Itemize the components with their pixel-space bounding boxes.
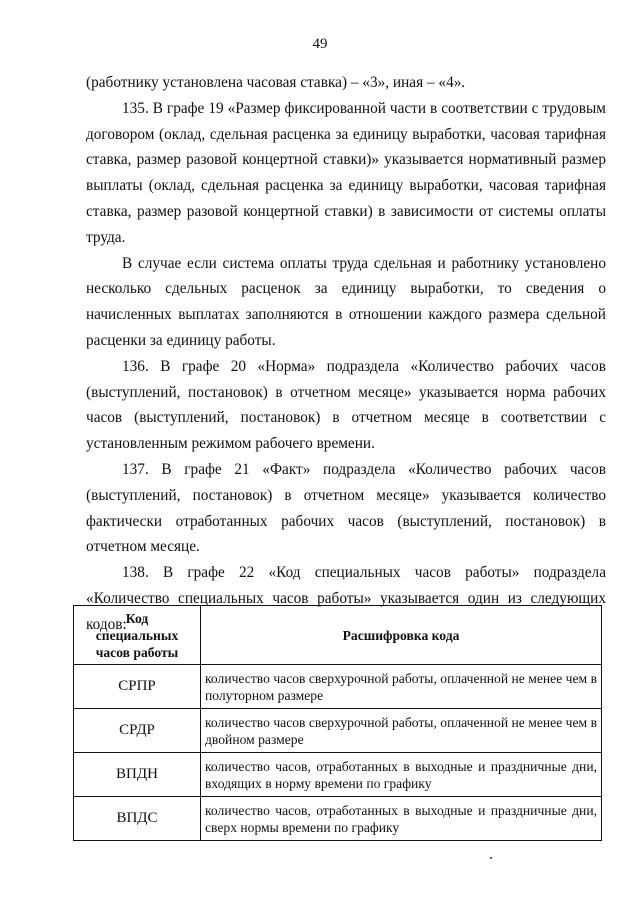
description-cell: количество часов сверхурочной работы, оплаченной не менее чем в полуторном размере	[201, 665, 602, 709]
description-cell: количество часов, отработанных в выходные и праздничные дни, сверх нормы времени по графику	[201, 797, 602, 841]
header-code-line: часов работы	[95, 644, 179, 660]
header-code	[74, 606, 201, 665]
paragraph-136: 136. В графе 20 «Норма» подраздела «Количество рабочих часов (выступлений, постановок) в отчетном месяце» указывается норма рабочих часов (выступлений, постановок) в отчетном месяце в соответствии с установленным режимом рабочего времени.	[86, 357, 606, 453]
table-row	[74, 797, 602, 841]
code-cell: ВПДН	[74, 753, 201, 797]
header-description: Расшифровка кода	[201, 606, 602, 665]
codes-table	[73, 605, 602, 841]
code-cell: СРДР	[74, 709, 201, 753]
paragraph-137: 137. В графе 21 «Факт» подраздела «Количество рабочих часов (выступлений, постановок) в отчетном месяце» указывается количество фактически отработанных рабочих часов (выступлений, постановок) в отчетном месяце.	[86, 460, 606, 556]
table-row	[74, 753, 602, 797]
description-cell: количество часов, отработанных в выходные и праздничные дни, входящих в норму времени по графику	[201, 753, 602, 797]
body-text	[86, 70, 606, 638]
table-row	[74, 665, 602, 709]
header-code-line: специальных	[95, 627, 179, 643]
paragraph-piecework: В случае если система оплаты труда сдельная и работнику установлено несколько сдельных расценок за единицу выработки, то сведения о начисленных выплатах заполняются в отношении каждого размера сдельной расценки за единицу работы.	[86, 254, 606, 349]
paragraph-135: 135. В графе 19 «Размер фиксированной части в соответствии с трудовым договором (оклад, сдельная расценка за единицу выработки, часовая тарифная ставка, размер разовой концертной ставки)» указывается нормативный размер выплаты (оклад, сдельная расценка за единицу выработки, часовая тарифная ставка, размер разовой концертной ставки) в зависимости от системы оплаты труда.	[86, 99, 606, 246]
code-cell: СРПР	[74, 665, 201, 709]
table-row	[74, 709, 602, 753]
paragraph-138: 138. В графе 22 «Код специальных часов работы» подраздела «Количество специальных часов работы» указывается один из следующих кодов:	[86, 564, 606, 633]
description-cell: количество часов сверхурочной работы, оплаченной не менее чем в двойном размере	[201, 709, 602, 753]
header-code-line: Код	[125, 610, 149, 626]
table-header-row	[74, 606, 602, 665]
scan-speck	[490, 857, 492, 859]
paragraph-continuation: (работнику установлена часовая ставка) – «3», иная – «4».	[86, 74, 466, 91]
code-cell: ВПДС	[74, 797, 201, 841]
page-number: 49	[312, 36, 328, 52]
